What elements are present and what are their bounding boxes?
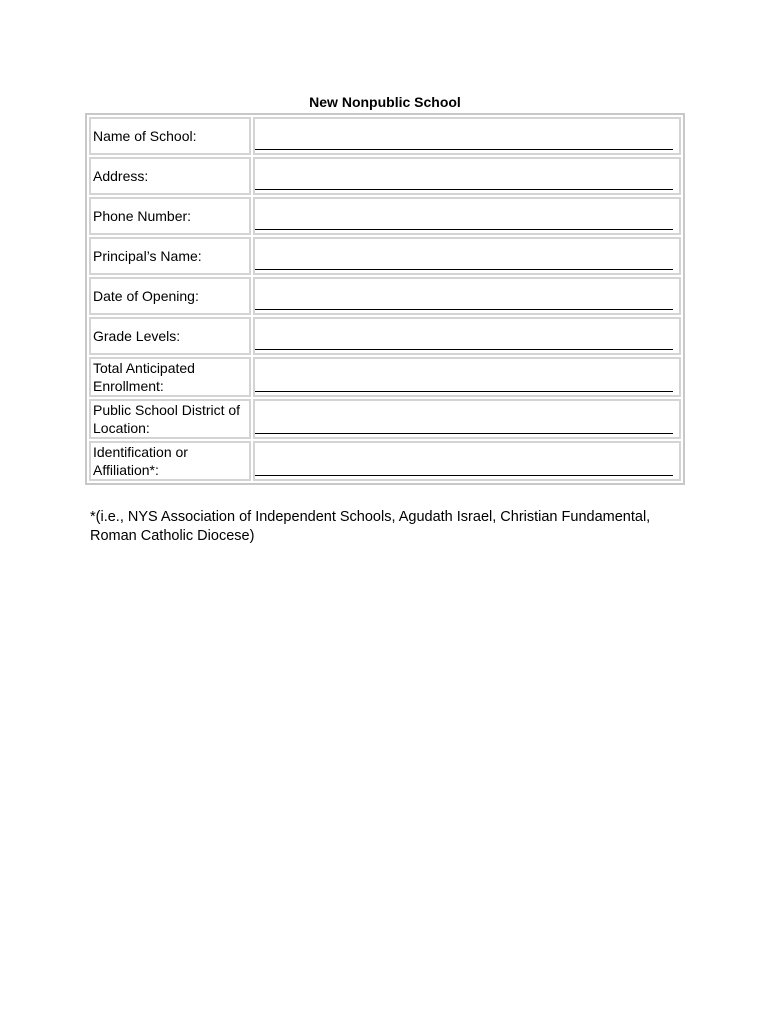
affiliation-label: Identification or Affiliation*: xyxy=(89,441,251,481)
district-label: Public School District of Location: xyxy=(89,399,251,439)
affiliation-underline xyxy=(255,475,673,476)
opening-date-underline xyxy=(255,309,673,310)
school-info-table xyxy=(85,113,685,485)
principal-name-label: Principal’s Name: xyxy=(89,237,251,275)
opening-date-label: Date of Opening: xyxy=(89,277,251,315)
address-field[interactable] xyxy=(253,157,681,195)
form-row-phone xyxy=(89,197,681,235)
enrollment-field[interactable] xyxy=(253,357,681,397)
school-name-field[interactable] xyxy=(253,117,681,155)
affiliation-field[interactable] xyxy=(253,441,681,481)
school-name-underline xyxy=(255,149,673,150)
address-label: Address: xyxy=(89,157,251,195)
phone-number-underline xyxy=(255,229,673,230)
district-field[interactable] xyxy=(253,399,681,439)
phone-number-field[interactable] xyxy=(253,197,681,235)
form-row-district xyxy=(89,399,681,439)
enrollment-label: Total Anticipated Enrollment: xyxy=(89,357,251,397)
form-row-principal xyxy=(89,237,681,275)
form-row-affiliation xyxy=(89,441,681,481)
form-row-grade-levels xyxy=(89,317,681,355)
enrollment-underline xyxy=(255,391,673,392)
school-name-label: Name of School: xyxy=(89,117,251,155)
phone-number-label: Phone Number: xyxy=(89,197,251,235)
form-row-school-name xyxy=(89,117,681,155)
affiliation-footnote: *(i.e., NYS Association of Independent Schools, Agudath Israel, Christian Fundamental, Roman Catholic Diocese) xyxy=(90,509,651,544)
principal-name-field[interactable] xyxy=(253,237,681,275)
address-underline xyxy=(255,189,673,190)
opening-date-field[interactable] xyxy=(253,277,681,315)
form-row-address xyxy=(89,157,681,195)
form-row-opening-date xyxy=(89,277,681,315)
form-row-enrollment xyxy=(89,357,681,397)
form-title: New Nonpublic School xyxy=(309,94,461,110)
grade-levels-label: Grade Levels: xyxy=(89,317,251,355)
grade-levels-field[interactable] xyxy=(253,317,681,355)
district-underline xyxy=(255,433,673,434)
grade-levels-underline xyxy=(255,349,673,350)
principal-name-underline xyxy=(255,269,673,270)
